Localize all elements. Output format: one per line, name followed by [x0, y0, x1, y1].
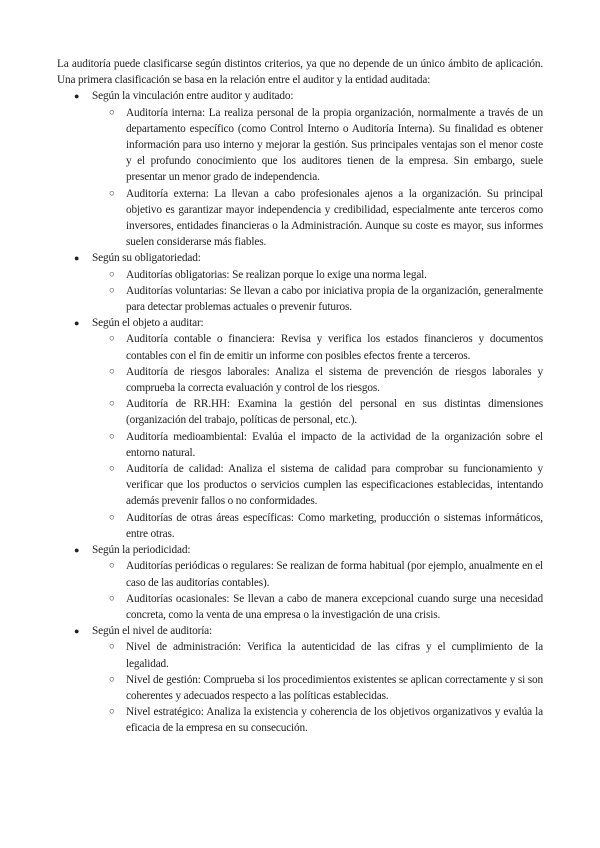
section-title: Según la periodicidad: — [92, 544, 191, 557]
bullet-disc-icon: ● — [74, 626, 80, 637]
classification-list — [57, 88, 543, 736]
section-item — [57, 623, 543, 736]
bullet-circle-icon: ○ — [109, 464, 115, 475]
section-title: Según el nivel de auditoría: — [92, 625, 213, 638]
section-title: Según la vinculación entre auditor y auditado: — [92, 90, 294, 103]
section-item — [57, 542, 543, 623]
bullet-circle-icon: ○ — [109, 561, 115, 572]
bullet-circle-icon: ○ — [109, 334, 115, 345]
bullet-circle-icon: ○ — [109, 707, 115, 718]
item-text: Nivel estratégico: Analiza la existencia y coherencia de los objetivos organizativos y evalúa la eficacia de la empresa en su consecución. — [126, 706, 543, 735]
item-text: Auditorías periódicas o regulares: Se realizan de forma habitual (por ejemplo, anualmente en el caso de las auditorías contables). — [126, 560, 543, 589]
list-item — [109, 639, 543, 671]
list-item — [109, 267, 543, 283]
bullet-disc-icon: ● — [74, 318, 80, 329]
bullet-disc-icon: ● — [74, 253, 80, 264]
bullet-circle-icon: ○ — [109, 593, 115, 604]
section-item — [57, 88, 543, 250]
list-item — [109, 331, 543, 363]
item-text: Auditoría de RR.HH: Examina la gestión del personal en sus distintas dimensiones (organización del trabajo, políticas de personal, etc.). — [126, 398, 543, 427]
intro-paragraph: La auditoría puede clasificarse según distintos criterios, ya que no depende de un único ámbito de aplicación. Una primera clasificación se basa en la relación entre el auditor y la entidad auditada: — [57, 58, 543, 87]
item-text: Auditorías obligatorias: Se realizan porque lo exige una norma legal. — [126, 268, 427, 281]
document-page — [57, 56, 543, 737]
list-item — [109, 429, 543, 461]
section-item — [57, 250, 543, 315]
list-item — [109, 510, 543, 542]
bullet-disc-icon: ● — [74, 91, 80, 102]
bullet-circle-icon: ○ — [109, 107, 115, 118]
section-title: Según el objeto a auditar: — [92, 317, 204, 330]
list-item — [109, 364, 543, 396]
list-item — [109, 105, 543, 186]
bullet-circle-icon: ○ — [109, 269, 115, 280]
bullet-circle-icon: ○ — [109, 366, 115, 377]
list-item — [109, 461, 543, 510]
list-item — [109, 591, 543, 623]
section-item — [57, 315, 543, 542]
bullet-disc-icon: ● — [74, 545, 80, 556]
list-item — [109, 672, 543, 704]
item-text: Auditoría interna: La realiza personal de la propia organización, normalmente a través de un departamento específico (como Control Interno o Auditoría Interna). Su finalidad es obtener información para uso interno y mejorar la gestión. Sus principales ventajas son el menor coste y el profundo conocimiento que los auditores tienen de la empresa. Sin embargo, suele presentar un menor grado de independencia. — [126, 106, 543, 184]
subitem-list — [92, 558, 543, 623]
bullet-circle-icon: ○ — [109, 642, 115, 653]
subitem-list — [92, 105, 543, 251]
bullet-circle-icon: ○ — [109, 674, 115, 685]
item-text: Auditoría medioambiental: Evalúa el impacto de la actividad de la organización sobre el entorno natural. — [126, 430, 543, 459]
list-item — [109, 396, 543, 428]
list-item — [109, 704, 543, 736]
bullet-circle-icon: ○ — [109, 399, 115, 410]
bullet-circle-icon: ○ — [109, 512, 115, 523]
subitem-list — [92, 331, 543, 542]
list-item — [109, 283, 543, 315]
bullet-circle-icon: ○ — [109, 431, 115, 442]
bullet-circle-icon: ○ — [109, 285, 115, 296]
list-item — [109, 558, 543, 590]
subitem-list — [92, 639, 543, 736]
list-item — [109, 186, 543, 251]
item-text: Nivel de administración: Verifica la autenticidad de las cifras y el cumplimiento de la legalidad. — [126, 641, 543, 670]
subitem-list — [92, 267, 543, 316]
item-text: Nivel de gestión: Comprueba si los procedimientos existentes se aplican correctamente y si son coherentes y adecuados respecto a las políticas establecidas. — [126, 673, 543, 702]
item-text: Auditorías de otras áreas específicas: Como marketing, producción o sistemas informáticos, entre otras. — [126, 511, 543, 540]
item-text: Auditoría contable o financiera: Revisa y verifica los estados financieros y documentos contables con el fin de emitir un informe con posibles efectos frente a terceros. — [126, 333, 543, 362]
section-title: Según su obligatoriedad: — [92, 252, 201, 265]
item-text: Auditorías ocasionales: Se llevan a cabo de manera excepcional cuando surge una necesidad concreta, como la venta de una empresa o la investigación de una crisis. — [126, 592, 543, 621]
item-text: Auditorías voluntarias: Se llevan a cabo por iniciativa propia de la organización, generalmente para detectar problemas actuales o prevenir futuros. — [126, 284, 543, 314]
item-text: Auditoría de calidad: Analiza el sistema de calidad para comprobar su funcionamiento y verificar que los productos o servicios cumplen las especificaciones establecidas, intentando además prevenir fallos o no conformidades. — [126, 463, 543, 508]
bullet-circle-icon: ○ — [109, 188, 115, 199]
item-text: Auditoría externa: La llevan a cabo profesionales ajenos a la organización. Su principal objetivo es garantizar mayor independencia y credibilidad, especialmente ante terceros como inversores, entidades financieras o la Administración. Aunque su coste es mayor, sus informes suelen considerarse más fiables. — [126, 187, 543, 249]
item-text: Auditoría de riesgos laborales: Analiza el sistema de prevención de riesgos laborales y comprueba la correcta evaluación y control de los riesgos. — [126, 365, 543, 395]
